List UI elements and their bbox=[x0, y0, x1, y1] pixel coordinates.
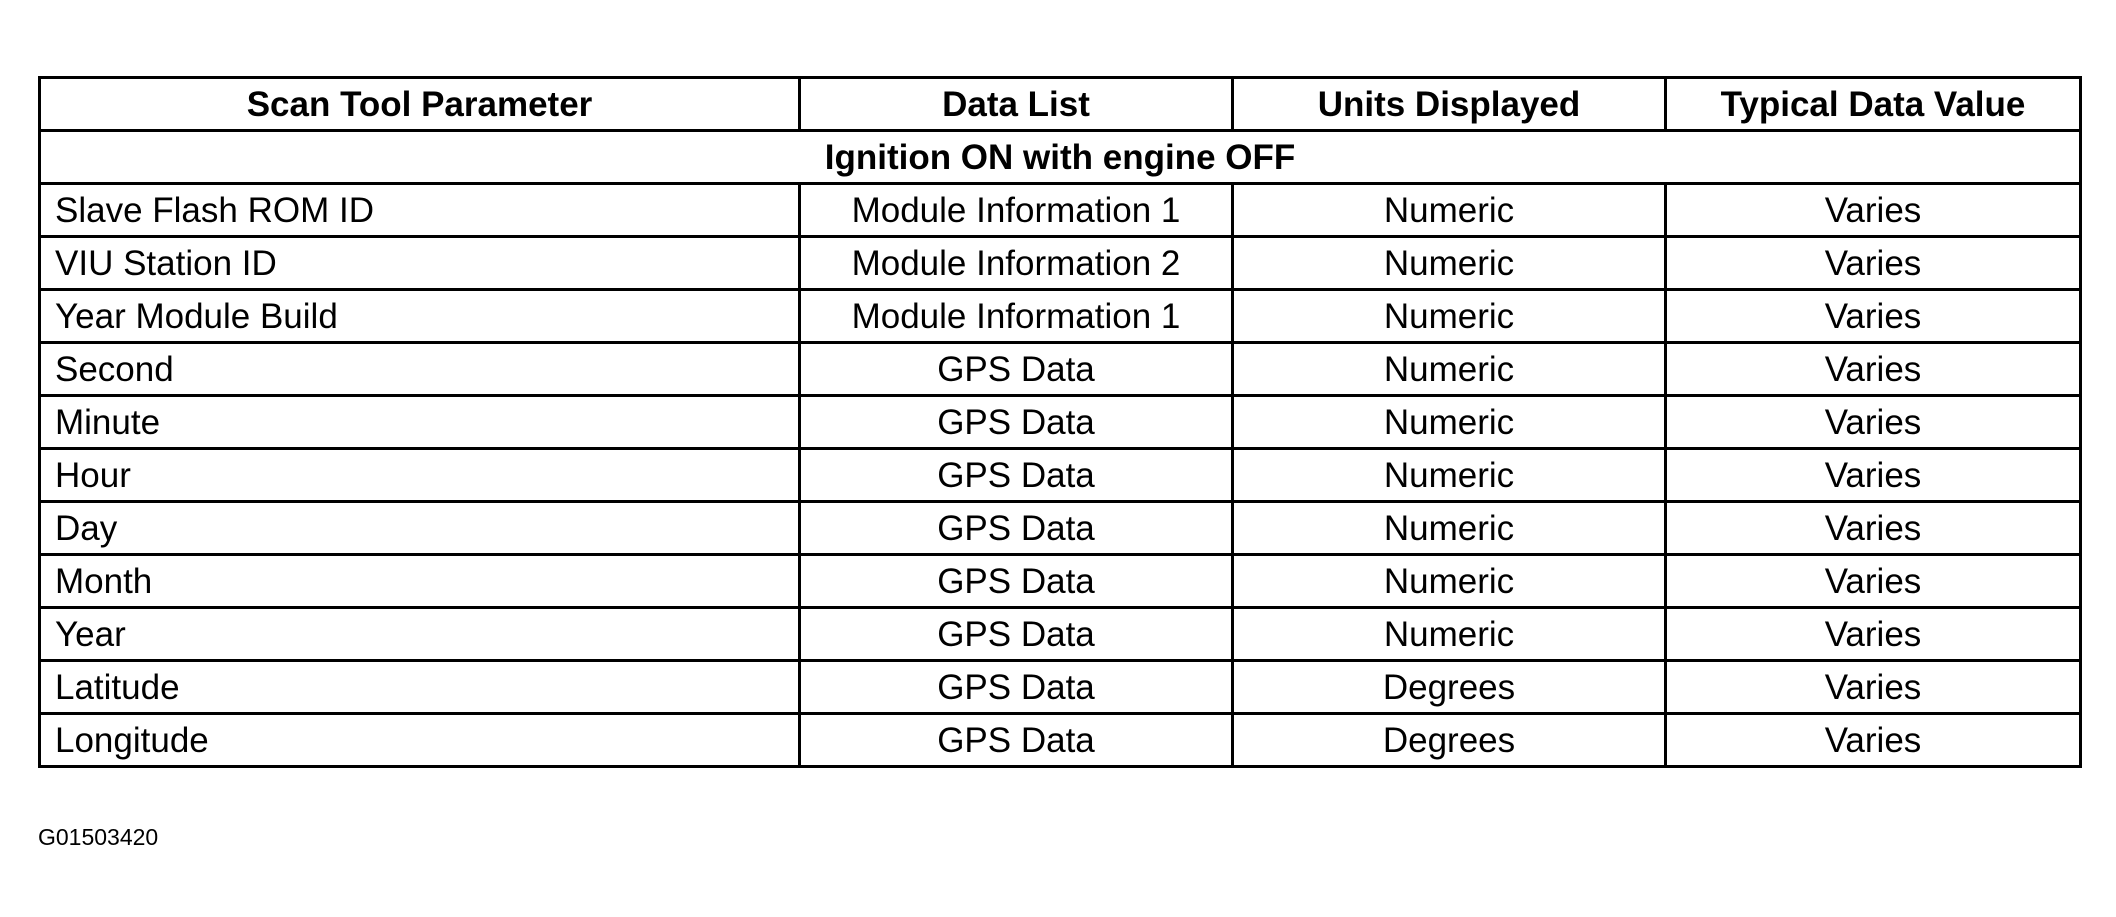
table-row bbox=[40, 714, 2081, 767]
cell-units: Numeric bbox=[1233, 184, 1666, 237]
cell-units: Numeric bbox=[1233, 396, 1666, 449]
cell-value: Varies bbox=[1666, 714, 2081, 767]
header-typical-data-value: Typical Data Value bbox=[1666, 78, 2081, 131]
table-row bbox=[40, 555, 2081, 608]
cell-data-list: GPS Data bbox=[800, 502, 1233, 555]
cell-parameter: Longitude bbox=[40, 714, 800, 767]
cell-units: Degrees bbox=[1233, 661, 1666, 714]
cell-parameter: Hour bbox=[40, 449, 800, 502]
cell-value: Varies bbox=[1666, 661, 2081, 714]
cell-parameter: Minute bbox=[40, 396, 800, 449]
cell-data-list: GPS Data bbox=[800, 449, 1233, 502]
cell-units: Numeric bbox=[1233, 449, 1666, 502]
cell-units: Degrees bbox=[1233, 714, 1666, 767]
cell-units: Numeric bbox=[1233, 555, 1666, 608]
cell-parameter: VIU Station ID bbox=[40, 237, 800, 290]
scan-tool-data-table bbox=[38, 76, 2082, 768]
section-label: Ignition ON with engine OFF bbox=[40, 131, 2081, 184]
cell-parameter: Year Module Build bbox=[40, 290, 800, 343]
cell-data-list: GPS Data bbox=[800, 343, 1233, 396]
cell-units: Numeric bbox=[1233, 343, 1666, 396]
cell-units: Numeric bbox=[1233, 608, 1666, 661]
cell-data-list: GPS Data bbox=[800, 661, 1233, 714]
cell-data-list: Module Information 2 bbox=[800, 237, 1233, 290]
table-row bbox=[40, 343, 2081, 396]
cell-data-list: Module Information 1 bbox=[800, 184, 1233, 237]
cell-value: Varies bbox=[1666, 290, 2081, 343]
cell-parameter: Day bbox=[40, 502, 800, 555]
header-scan-tool-parameter: Scan Tool Parameter bbox=[40, 78, 800, 131]
table-row bbox=[40, 502, 2081, 555]
cell-value: Varies bbox=[1666, 502, 2081, 555]
table-row bbox=[40, 661, 2081, 714]
header-row bbox=[40, 78, 2081, 131]
table-row bbox=[40, 184, 2081, 237]
cell-value: Varies bbox=[1666, 184, 2081, 237]
cell-units: Numeric bbox=[1233, 237, 1666, 290]
cell-data-list: Module Information 1 bbox=[800, 290, 1233, 343]
table-row bbox=[40, 237, 2081, 290]
cell-parameter: Slave Flash ROM ID bbox=[40, 184, 800, 237]
table-row bbox=[40, 449, 2081, 502]
table-row bbox=[40, 608, 2081, 661]
cell-units: Numeric bbox=[1233, 502, 1666, 555]
cell-value: Varies bbox=[1666, 555, 2081, 608]
cell-data-list: GPS Data bbox=[800, 714, 1233, 767]
cell-parameter: Second bbox=[40, 343, 800, 396]
cell-data-list: GPS Data bbox=[800, 608, 1233, 661]
cell-units: Numeric bbox=[1233, 290, 1666, 343]
cell-data-list: GPS Data bbox=[800, 396, 1233, 449]
cell-parameter: Month bbox=[40, 555, 800, 608]
table-row bbox=[40, 290, 2081, 343]
section-row bbox=[40, 131, 2081, 184]
cell-value: Varies bbox=[1666, 343, 2081, 396]
header-data-list: Data List bbox=[800, 78, 1233, 131]
cell-value: Varies bbox=[1666, 396, 2081, 449]
cell-parameter: Latitude bbox=[40, 661, 800, 714]
cell-value: Varies bbox=[1666, 449, 2081, 502]
table-row bbox=[40, 396, 2081, 449]
header-units-displayed: Units Displayed bbox=[1233, 78, 1666, 131]
table-body bbox=[40, 131, 2081, 767]
cell-parameter: Year bbox=[40, 608, 800, 661]
cell-data-list: GPS Data bbox=[800, 555, 1233, 608]
cell-value: Varies bbox=[1666, 608, 2081, 661]
figure-id: G01503420 bbox=[38, 824, 159, 850]
cell-value: Varies bbox=[1666, 237, 2081, 290]
